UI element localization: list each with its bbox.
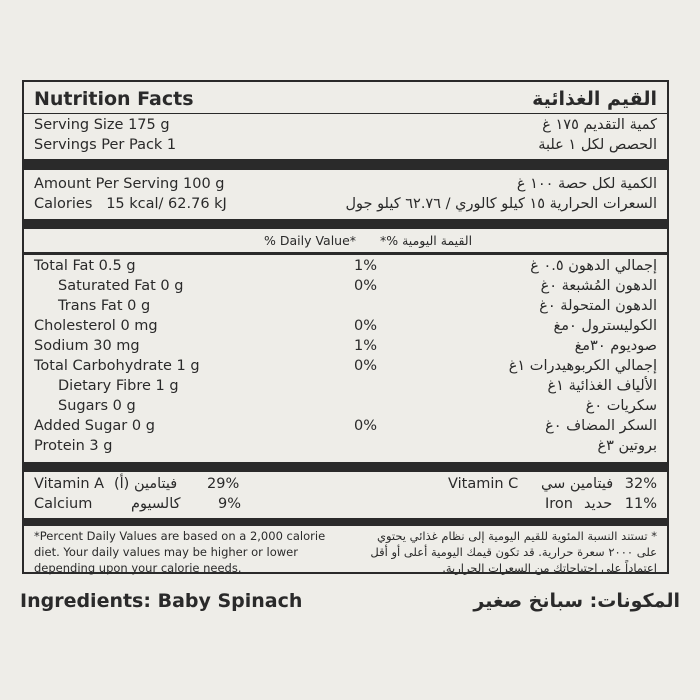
vitamin-c-ar: فيتامين سي xyxy=(541,476,614,492)
nutrient-name-en: Added Sugar 0 g xyxy=(34,418,155,434)
vitamin-row-2 xyxy=(24,494,667,514)
nutrient-name-ar: سكريات ٠غ xyxy=(585,398,657,414)
iron-ar: حديد xyxy=(584,496,613,512)
nutrient-name-en: Trans Fat 0 g xyxy=(58,298,151,314)
nutrient-row xyxy=(24,396,667,416)
nutrient-name-en: Total Carbohydrate 1 g xyxy=(34,358,200,374)
nutrient-name-ar: الكوليسترول ٠مغ xyxy=(553,318,657,334)
nutrient-row xyxy=(24,416,667,436)
nutrient-name-en: Protein 3 g xyxy=(34,438,113,454)
iron-dv: 11% xyxy=(624,496,657,512)
amount-per-serving-en: Amount Per Serving 100 g xyxy=(34,176,225,192)
title-ar: القيم الغذائية xyxy=(532,88,657,110)
vitamin-c-dv: 32% xyxy=(624,476,657,492)
nutrient-row xyxy=(24,336,667,356)
divider xyxy=(24,113,667,114)
ingredients-en: Ingredients: Baby Spinach xyxy=(20,590,303,612)
nutrient-daily-value: 0% xyxy=(354,358,378,374)
nutrient-row xyxy=(24,316,667,336)
thick-divider xyxy=(24,518,667,526)
panel-title-row xyxy=(24,85,667,113)
vitamin-a-en: Vitamin A xyxy=(34,476,105,492)
calcium-en: Calcium xyxy=(34,496,93,512)
nutrient-row xyxy=(24,276,667,296)
nutrient-name-ar: بروتين ٣غ xyxy=(597,438,657,454)
nutrient-row xyxy=(24,436,667,456)
daily-value-header xyxy=(24,231,667,251)
iron-en: Iron xyxy=(545,496,573,512)
thick-divider xyxy=(24,219,667,229)
vitamin-row-1 xyxy=(24,474,667,494)
nutrient-name-en: Sodium 30 mg xyxy=(34,338,140,354)
nutrient-row xyxy=(24,256,667,276)
thick-divider xyxy=(24,462,667,472)
serving-size-row xyxy=(24,115,667,135)
nutrient-daily-value: 0% xyxy=(354,318,378,334)
servings-per-pack-en: Servings Per Pack 1 xyxy=(34,137,177,153)
nutrient-name-ar: الألياف الغذائية ١غ xyxy=(547,378,657,394)
divider xyxy=(24,252,667,255)
thick-divider xyxy=(24,159,667,170)
nutrient-name-en: Cholesterol 0 mg xyxy=(34,318,158,334)
daily-value-header-en: % Daily Value* xyxy=(264,233,357,248)
nutrient-name-ar: السكر المضاف ٠غ xyxy=(545,418,657,434)
nutrient-daily-value: 1% xyxy=(354,258,378,274)
nutrient-row xyxy=(24,356,667,376)
nutrient-name-en: Dietary Fibre 1 g xyxy=(58,378,179,394)
serving-size-ar: كمية التقديم ١٧٥ غ xyxy=(542,117,657,133)
vitamin-a-ar: فيتامين (أ) xyxy=(114,476,178,492)
vitamin-c-en: Vitamin C xyxy=(448,476,519,492)
footnote-ar: * تستند النسبة المئوية للقيم اليومية إلى نظام غذائي يحتوي على ٢٠٠٠ سعرة حرارية. قد تكون قيمك اليومية أعلى أو أقل اعتماداً على احتياجاتك من السعرات الحرارية. xyxy=(370,529,657,575)
calories-ar: السعرات الحرارية ١٥ كيلو كالوري / ٦٢.٧٦ كيلو جول xyxy=(345,196,657,212)
nutrient-name-en: Saturated Fat 0 g xyxy=(58,278,184,294)
nutrient-name-ar: إجمالي الكربوهيدرات ١غ xyxy=(508,358,657,374)
nutrient-row xyxy=(24,376,667,396)
calcium-dv: 9% xyxy=(218,496,242,512)
nutrition-facts-panel xyxy=(22,80,669,574)
vitamin-a-dv: 29% xyxy=(207,476,240,492)
calories-en: Calories 15 kcal/ 62.76 kJ xyxy=(34,196,227,212)
calcium-ar: كالسيوم xyxy=(131,496,181,512)
calories-row xyxy=(24,194,667,214)
amount-per-serving-row xyxy=(24,174,667,194)
nutrient-daily-value: 1% xyxy=(354,338,378,354)
serving-size-en: Serving Size 175 g xyxy=(34,117,170,133)
nutrient-name-ar: الدهون المتحولة ٠غ xyxy=(539,298,657,314)
nutrient-name-en: Sugars 0 g xyxy=(58,398,136,414)
servings-per-pack-row xyxy=(24,135,667,155)
title-en: Nutrition Facts xyxy=(34,88,194,110)
nutrient-name-ar: إجمالي الدهون ٠.٥ غ xyxy=(530,258,657,274)
servings-per-pack-ar: الحصص لكل ١ علبة xyxy=(538,137,657,153)
footnote-en: *Percent Daily Values are based on a 2,000 calorie diet. Your daily values may be higher or lower depending upon your calorie needs. xyxy=(34,529,326,575)
nutrient-name-ar: الدهون المُشبعة ٠غ xyxy=(540,278,657,294)
nutrient-daily-value: 0% xyxy=(354,278,378,294)
amount-per-serving-ar: الكمية لكل حصة ١٠٠ غ xyxy=(516,176,657,192)
nutrient-daily-value: 0% xyxy=(354,418,378,434)
ingredients-ar: المكونات: سبانخ صغير xyxy=(473,590,680,612)
nutrient-row xyxy=(24,296,667,316)
daily-value-header-ar: القيمة اليومية %* xyxy=(380,233,473,248)
nutrient-name-ar: صوديوم ٣٠مغ xyxy=(574,338,657,354)
nutrient-name-en: Total Fat 0.5 g xyxy=(34,258,136,274)
